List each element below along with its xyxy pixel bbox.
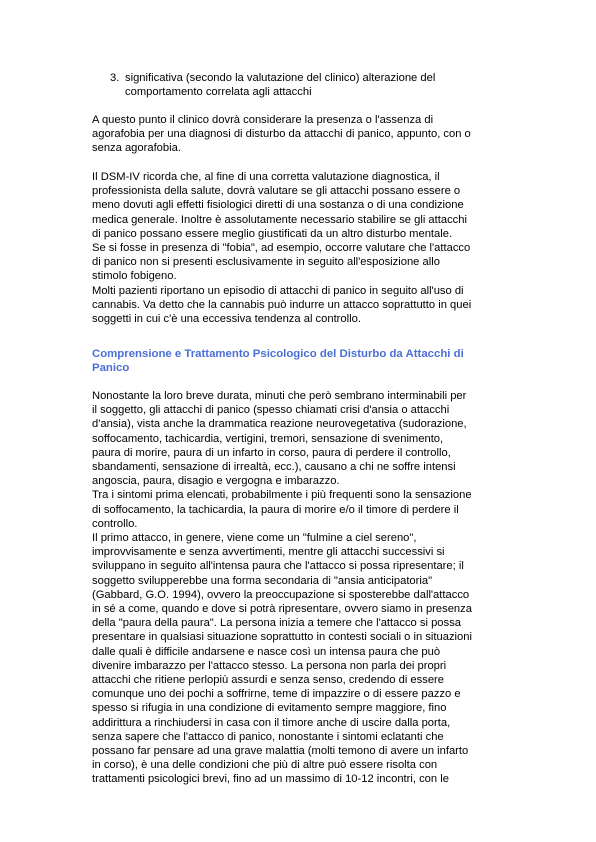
text-line: possano far pensare ad una grave malattia (molti temono di avere un infarto	[92, 745, 469, 758]
text-line: A questo punto il clinico dovrà considerare la presenza o l'assenza di	[92, 114, 434, 126]
text-line: medica generale. Inoltre è assolutamente necessario stabilire se gli attacchi	[92, 213, 467, 226]
text-line: presentare in qualsiasi situazione soprattutto in contesti sociali o in situazioni	[92, 631, 472, 644]
text-line: stimolo fobigeno.	[92, 270, 177, 283]
text-line: sbandamenti, sensazione di irrealtà, ecc.), causano a chi ne soffre intensi	[92, 461, 456, 474]
text-line: spesso si rifugia in una condizione di evitamento sempre maggiore, fino	[92, 702, 447, 715]
paragraph-dsm-iv	[92, 170, 512, 326]
text-line: addirittura a rinchiudersi in casa con il timore anche di uscire dalla porta,	[92, 716, 451, 729]
text-line: Il DSM-IV ricorda che, al fine di una corretta valutazione diagnostica, il	[92, 171, 440, 183]
text-line: d'ansia), vista anche la drammatica reazione neurovegetativa (sudorazione,	[92, 418, 467, 431]
text-line: senza sapere che l'attacco di panico, nonostante i sintomi eclatanti che	[92, 730, 444, 743]
text-line: della "paura della paura". La persona inizia a temere che l'attacco si possa	[92, 617, 461, 630]
text-line: professionista della salute, dovrà valutare se gli attacchi possano essere o	[92, 185, 461, 198]
text-line: in sé a come, quando e dove si potrà ripresentare, ovvero siamo in presenza	[92, 603, 472, 616]
text-line: controllo.	[92, 517, 138, 530]
text-line: soffocamento, tachicardia, vertigini, tremori, sensazione di svenimento,	[92, 432, 444, 445]
list-number: 3.	[110, 72, 120, 84]
text-line: comunque uno dei pochi a soffrirne, teme di impazzire o di essere pazzo e	[92, 688, 461, 701]
text-line: in corso), è una delle condizioni che più di altre può essere risolta con	[92, 759, 438, 772]
text-line: cannabis. Va detto che la cannabis può indurre un attacco soprattutto in quei	[92, 298, 472, 311]
paragraph-agorafobia	[92, 113, 512, 156]
text-line: comportamento correlata agli attacchi	[125, 86, 312, 99]
heading-line: Comprensione e Trattamento Psicologico del Disturbo da Attacchi di	[92, 348, 464, 360]
numbered-list-item	[110, 71, 510, 99]
text-line: Il primo attacco, in genere, viene come un "fulmine a ciel sereno",	[92, 532, 417, 545]
text-line: di panico possano essere meglio giustificati da un altro disturbo mentale.	[92, 227, 453, 240]
section-heading	[92, 347, 512, 375]
text-line: dalle quali è difficile andarsene e nasce così un intensa paura che può	[92, 645, 441, 658]
text-line: paura di morire, paura di un infarto in corso, paura di perdere il controllo,	[92, 446, 451, 459]
text-line: Molti pazienti riportano un episodio di attacchi di panico in seguito all'uso di	[92, 284, 464, 297]
text-line: soggetto svilupperebbe una forma secondaria di "ansia anticipatoria"	[92, 574, 433, 587]
list-item-text	[125, 71, 510, 99]
text-line: divenire imbarazzo per l'attacco stesso. La persona non parla dei propri	[92, 659, 447, 672]
text-line: Nonostante la loro breve durata, minuti che però sembrano interminabili per	[92, 390, 467, 402]
text-line: Se si fosse in presenza di "fobia", ad esempio, occorre valutare che l'attacco	[92, 242, 471, 255]
text-line: attacchi che ritiene perlopiù assurdi e senza senso, credendo di essere	[92, 674, 444, 687]
text-line: improvvisamente e senza avvertimenti, mentre gli attacchi successivi si	[92, 546, 445, 559]
text-line: di soffocamento, la tachicardia, la paura di morire e/o il timore di perdere il	[92, 503, 459, 516]
text-line: senza agorafobia.	[92, 142, 181, 155]
text-line: trattamenti psicologici brevi, fino ad un massimo di 10-12 incontri, con le	[92, 773, 449, 786]
text-line: sviluppano in seguito all'intensa paura che l'attacco si possa ripresentare; il	[92, 560, 464, 573]
text-line: meno dovuti agli effetti fisiologici diretti di una sostanza o di una condizione	[92, 199, 464, 212]
text-line: agorafobia per una diagnosi di disturbo da attacchi di panico, appunto, con o	[92, 128, 471, 141]
text-line: di panico non si presenti esclusivamente in seguito all'esposizione allo	[92, 256, 440, 269]
text-line: (Gabbard, G.O. 1994), ovvero la preoccupazione si sposterebbe dall'attacco	[92, 588, 470, 601]
heading-line: Panico	[92, 362, 130, 375]
text-line: significativa (secondo la valutazione del clinico) alterazione del	[125, 72, 436, 84]
text-line: il soggetto, gli attacchi di panico (spesso chiamati crisi d'ansia o attacchi	[92, 404, 450, 417]
text-line: Tra i sintomi prima elencati, probabilmente i più frequenti sono la sensazione	[92, 489, 472, 502]
text-line: angoscia, paura, disagio e vergogna e imbarazzo.	[92, 475, 340, 488]
text-line: soggetti in cui c'è una eccessiva tendenza al controllo.	[92, 313, 361, 326]
paragraph-comprensione	[92, 389, 512, 787]
